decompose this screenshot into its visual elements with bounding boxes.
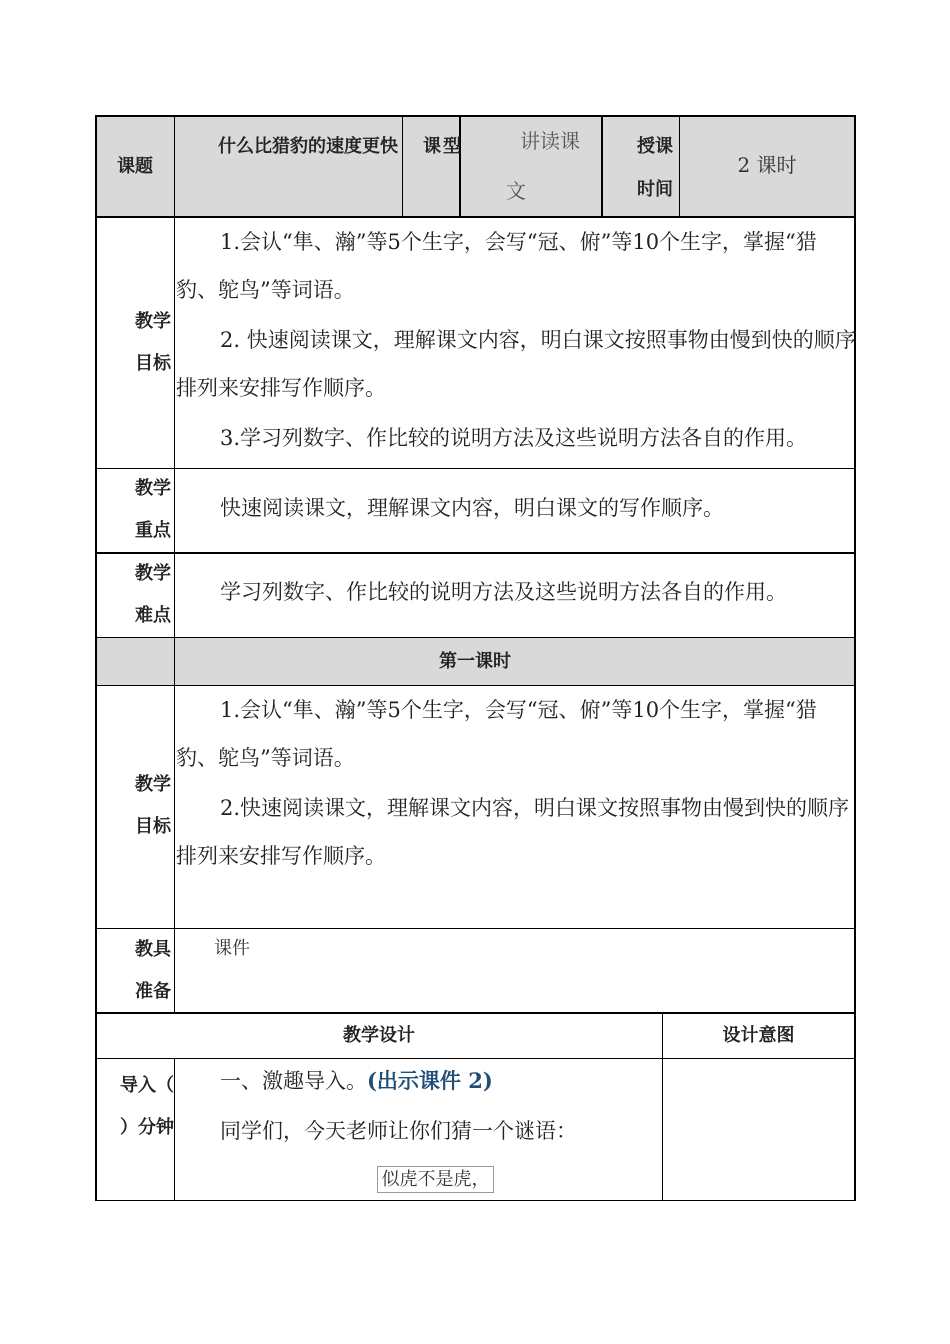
goals-list: [176, 218, 856, 462]
time-label: 授课时间: [637, 136, 673, 200]
goals-label: 教学目标: [135, 311, 171, 374]
type-label: 课型: [423, 136, 463, 157]
focus-text: 快速阅读课文，理解课文内容，明白课文的写作顺序。: [220, 496, 724, 520]
intro-heading-note: (出示课件 2): [367, 1068, 493, 1093]
riddle-box: 似虎不是虎，: [377, 1166, 494, 1193]
lesson1-goals-label: 教学目标: [135, 774, 171, 837]
intro-text: 同学们，今天老师让你们猜一个谜语：: [220, 1119, 577, 1143]
goal-item-2: 2. 快速阅读课文，理解课文内容，明白课文按照事物由慢到快的顺序排列来安排写作顺序。: [176, 328, 856, 400]
design-header: 教学设计: [343, 1025, 415, 1046]
tools-label: 教具准备: [135, 939, 171, 1002]
lesson1-title: 第一课时: [439, 651, 511, 672]
focus-label: 教学重点: [135, 478, 171, 541]
lesson1-goals-list: [176, 686, 856, 880]
intent-header: 设计意图: [722, 1025, 795, 1046]
lesson1-goal-item-1: 1.会认“隼、瀚”等5个生字，会写“冠、俯”等10个生字，掌握“猎豹、鸵鸟”等词语。: [176, 698, 817, 770]
time-value: 2 课时: [737, 153, 797, 177]
topic-label: 课题: [117, 156, 153, 177]
lesson1-goal-item-2: 2.快速阅读课文，理解课文内容，明白课文按照事物由慢到快的顺序排列来安排写作顺序。: [176, 796, 850, 868]
intro-heading-text: 一、激趣导入。: [220, 1069, 367, 1093]
type-value: 讲读课文: [506, 129, 580, 203]
goal-item-3: 3.学习列数字、作比较的说明方法及这些说明方法各自的作用。: [220, 426, 808, 450]
tools-value: 课件: [214, 938, 250, 959]
goal-item-1: 1.会认“隼、瀚”等5个生字，会写“冠、俯”等10个生字，掌握“猎豹、鸵鸟”等词语。: [176, 230, 817, 302]
difficulty-label: 教学难点: [135, 563, 171, 626]
difficulty-text: 学习列数字、作比较的说明方法及这些说明方法各自的作用。: [220, 580, 787, 604]
topic-value: 什么比猎豹的速度更快: [218, 136, 398, 157]
intro-heading: [220, 1057, 660, 1105]
intro-label: 导入（ ）分钟: [120, 1075, 174, 1138]
